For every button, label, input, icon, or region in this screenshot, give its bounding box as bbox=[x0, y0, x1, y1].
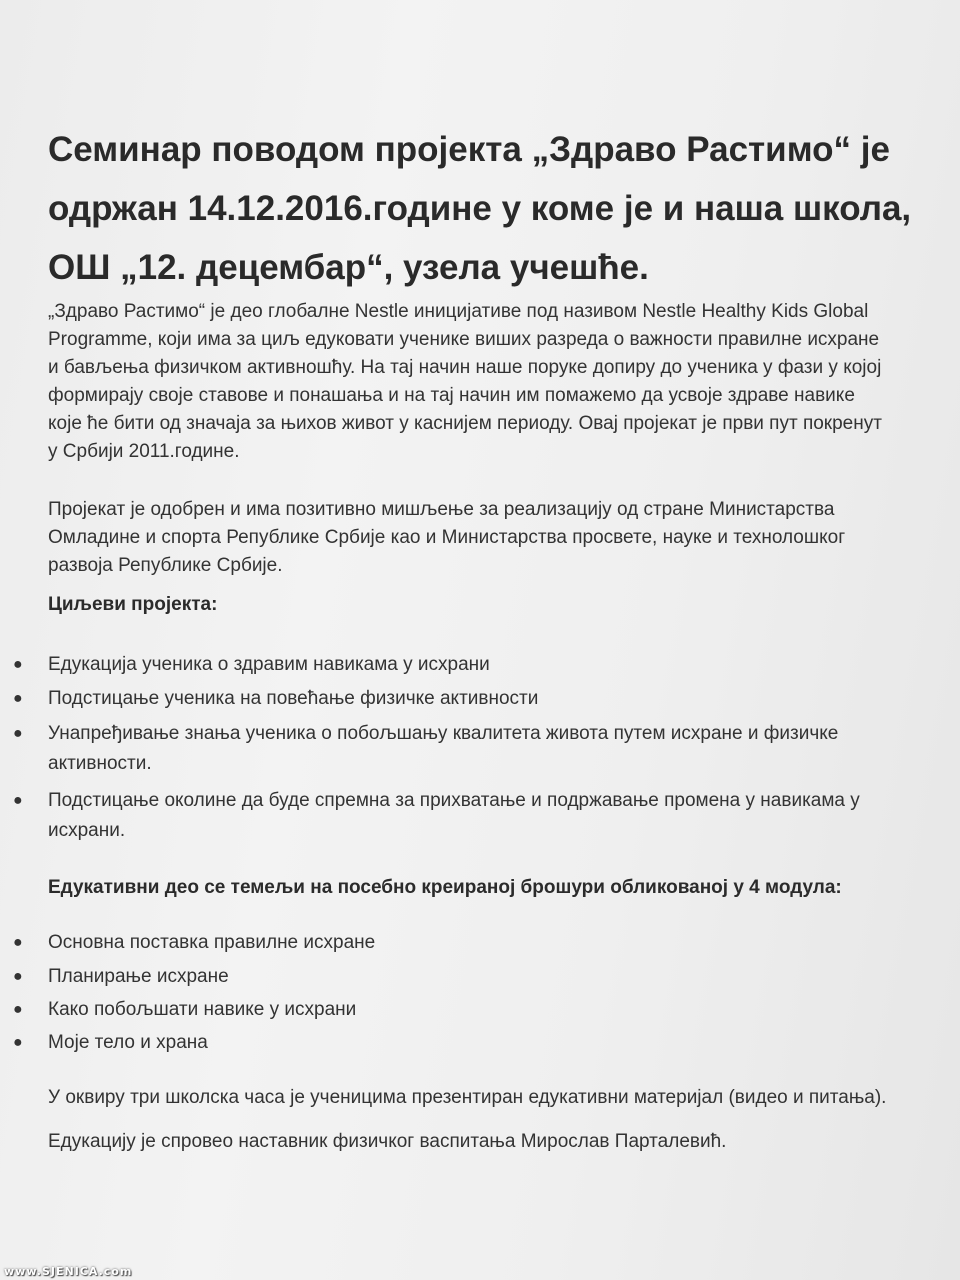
list-item-text: Како побољшати навике у исхрани bbox=[48, 999, 357, 1020]
list-item-text: Едукација ученика о здравим навикама у исхрани bbox=[48, 654, 490, 675]
approval-paragraph bbox=[48, 496, 918, 580]
list-item-text: Планирање исхране bbox=[48, 966, 229, 987]
list-item-text: активности. bbox=[48, 753, 152, 774]
text-line: и бављења физичком активношћу. На тај начин наше поруке допиру до ученика у фази у којој bbox=[48, 357, 882, 378]
text-line: развоја Републике Србије. bbox=[48, 555, 283, 576]
text-line: у Србији 2011.године. bbox=[48, 441, 240, 462]
intro-paragraph bbox=[48, 298, 918, 466]
title-line: одржан 14.12.2016.године у коме је и наша школа, bbox=[48, 189, 912, 228]
site-watermark: www.SJENICA.com bbox=[4, 1265, 133, 1278]
list-item-text: Подстицање околине да буде спремна за прихватање и подржавање промена у навикама у bbox=[48, 790, 860, 811]
title-line: Семинар поводом пројекта „Здраво Растимо“ је bbox=[48, 130, 890, 169]
bullet-icon: ● bbox=[13, 792, 23, 809]
list-item-text: Основна поставка правилне исхране bbox=[48, 932, 376, 953]
text-line: Пројекат је одобрен и има позитивно мишљење за реализацију од стране Министарства bbox=[48, 499, 835, 520]
text-line: формирају своје ставове и понашања и на тај начин им помажемо да усвоје здраве навике bbox=[48, 385, 855, 406]
text-line: Омладине и спорта Републике Србије као и Министарства просвете, науке и технолошког bbox=[48, 527, 846, 548]
list-item-text: исхрани. bbox=[48, 820, 126, 841]
bullet-icon: ● bbox=[13, 968, 23, 985]
title-line: ОШ „12. децембар“, узела учешће. bbox=[48, 248, 649, 287]
text-line: Едукацију је спровео наставник физичког васпитања Мирослав Парталевић. bbox=[48, 1131, 727, 1152]
closing-paragraph bbox=[48, 1128, 918, 1156]
list-item-text: Унапређивање знања ученика о побољшању квалитета живота путем исхране и физичке bbox=[48, 723, 839, 744]
bullet-icon: ● bbox=[13, 725, 23, 742]
bullet-icon: ● bbox=[13, 690, 23, 707]
bullet-icon: ● bbox=[13, 656, 23, 673]
bullet-icon: ● bbox=[13, 1034, 23, 1051]
document-title bbox=[48, 120, 928, 297]
closing-paragraph bbox=[48, 1084, 918, 1112]
bullet-icon: ● bbox=[13, 934, 23, 951]
bullet-icon: ● bbox=[13, 1001, 23, 1018]
list-item-text: Подстицање ученика на повећање физичке активности bbox=[48, 688, 539, 709]
list-item-text: Моје тело и храна bbox=[48, 1032, 208, 1053]
goals-heading: Циљеви пројекта: bbox=[48, 594, 218, 615]
text-line: које ће бити од значаја за њихов живот у каснијем периоду. Овај пројекат је први пут покренут bbox=[48, 413, 882, 434]
modules-heading: Едукативни део се темељи на посебно креираној брошури обликованој у 4 модула: bbox=[48, 877, 842, 898]
text-line: Programme, који има за циљ едуковати ученике виших разреда о важности правилне исхране bbox=[48, 329, 880, 350]
text-line: У оквиру три школска часа је ученицима презентиран едукативни материјал (видео и питања). bbox=[48, 1087, 887, 1108]
text-line: „Здраво Растимо“ је део глобалне Nestle иницијативе под називом Nestle Healthy Kids Global bbox=[48, 301, 869, 322]
